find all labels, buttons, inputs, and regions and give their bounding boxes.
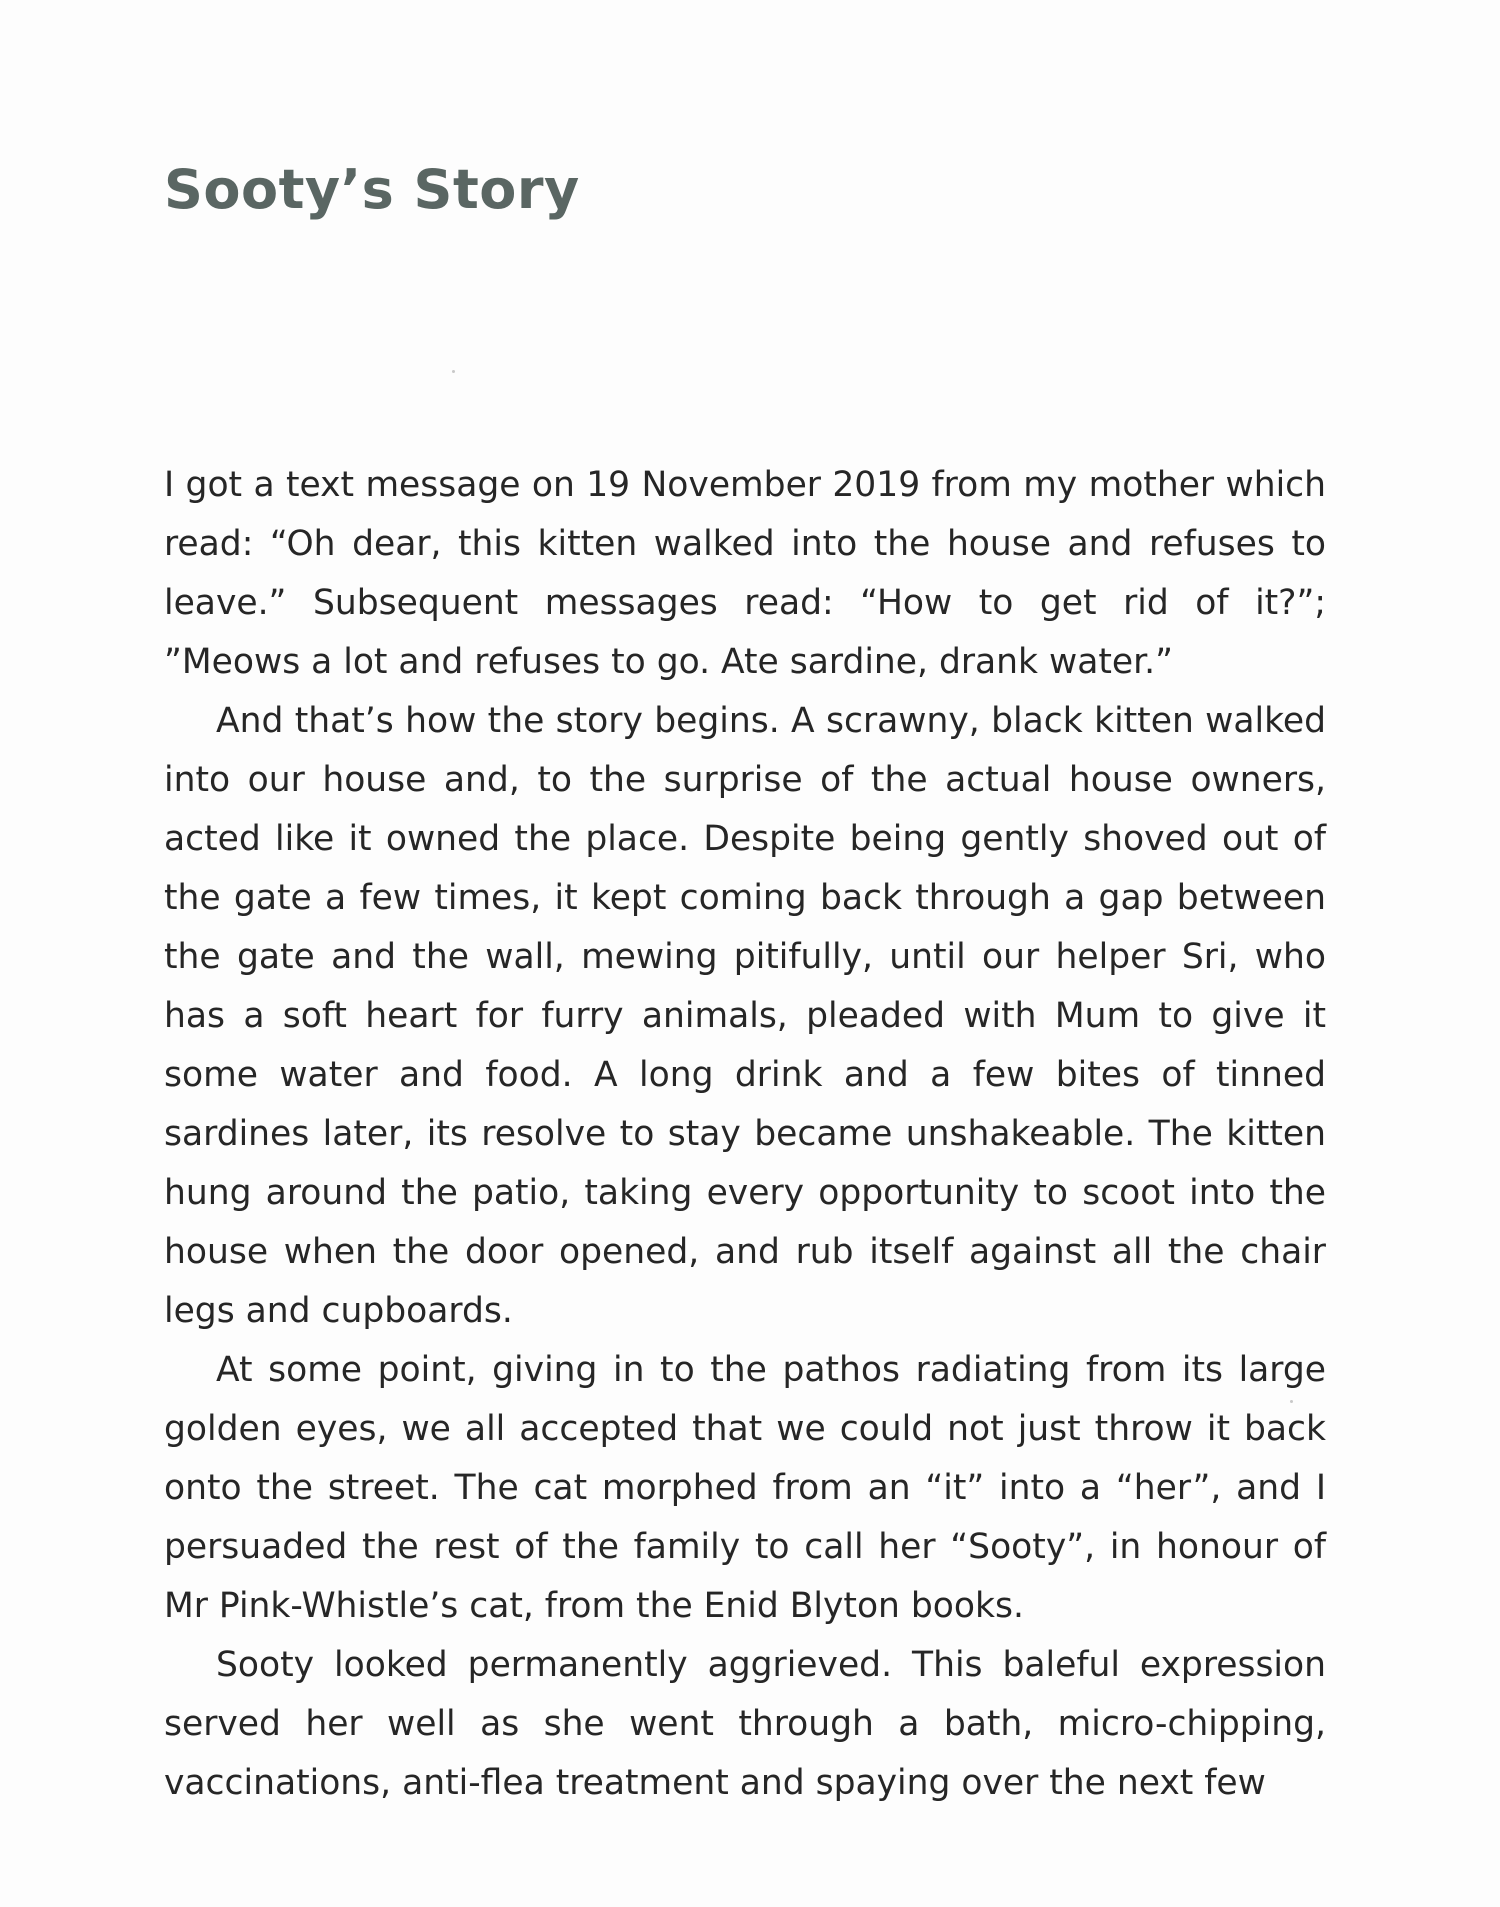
paragraph-1: I got a text message on 19 November 2019 from my mother which read: “Oh dear, this kitten walked into the house and refuses to leave.” Subsequent messages read: “How to get rid of it?”; ”Meows a lot and refuses to go. Ate sardine, drank water.”: [164, 465, 1326, 682]
page-title: Sooty’s Story: [164, 158, 580, 221]
scan-speck: [452, 370, 455, 373]
paragraph-4: Sooty looked permanently aggrieved. This baleful expression served her well as she went through a bath, micro-chipping, vaccinations, anti-flea treatment and spaying over the next few: [164, 1645, 1326, 1803]
scan-speck: [1290, 1400, 1293, 1403]
story-body: [164, 456, 1326, 1813]
paragraph-2: And that’s how the story begins. A scrawny, black kitten walked into our house and, to the surprise of the actual house owners, acted like it owned the place. Despite being gently shoved out of the gate a few times, it kept coming back through a gap between the gate and the wall, mewing pitifully, until our helper Sri, who has a soft heart for furry animals, pleaded with Mum to give it some water and food. A long drink and a few bites of tinned sardines later, its resolve to stay became unshakeable. The kitten hung around the patio, taking every opportunity to scoot into the house when the door opened, and rub itself against all the chair legs and cupboards.: [164, 701, 1326, 1331]
paragraph-3: At some point, giving in to the pathos radiating from its large golden eyes, we all accepted that we could not just throw it back onto the street. The cat morphed from an “it” into a “her”, and I persuaded the rest of the family to call her “Sooty”, in honour of Mr Pink-Whistle’s cat, from the Enid Blyton books.: [164, 1350, 1326, 1626]
